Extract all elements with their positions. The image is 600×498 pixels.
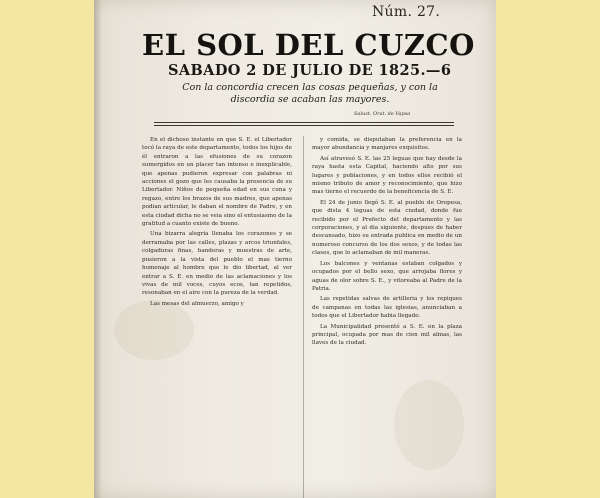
paragraph: Los balcones y ventanas estaban colgados y ocupados por el bello sexo, que arrojaba flores y aguas de olor sobre S. E., y vitoreaba al Padre de la Patria.: [312, 260, 462, 292]
header-rule: [154, 125, 454, 126]
motto-attribution: Salust. Orat. de Vapsa: [354, 111, 411, 117]
newspaper-title: EL SOL DEL CUZCO: [142, 28, 475, 62]
paragraph: y comida, se disputaban la preferencia en la mayor abundancia y manjares exquisitos.: [312, 137, 462, 152]
paragraph: Las repetidas salvas de artilleria y los repiques de campanas en todas las iglesias, anunciaban a todos que el Libertador habia llegado.: [312, 296, 462, 320]
scan-edge-shadow: [94, 0, 102, 498]
paragraph: Una bizarra alegria llenaba los corazones y se derramaba por las calles, plazas y arcos triunfales, colgaduras finas, banderas y muestras de arte, pusieron a la vista del pueblo el mas tierno homenaje al hombre que le dio libertad, al ver entrar a S. E. en medio de las aclamaciones y los vivas de mil voces, cuyos ecos, tan repetidos, resonaban en el aire con la pureza de la verdad.: [142, 231, 292, 297]
column-divider: [303, 136, 304, 498]
paragraph: El 24 de junio llegó S. E. al pueblo de Oropesa, que dista 4 leguas de esta ciudad, donde fue recibido por el Prefecto del departamento y las corporaciones, y al dia siguiente, despues de haber descansado, hizo su entrada publica en medio de un numeroso concurso de los dos sexos, y de todas las clases, que lo aclamaban de mil maneras.: [312, 199, 462, 257]
issue-date: SABADO 2 DE JULIO DE 1825.—6: [168, 62, 452, 79]
paragraph: En el dichoso instante en que S. E. el Libertador tocó la raya de este departamento, todos los hijos de él entraron a las efusiones de su corazon sumergidos en un placer tan intenso e inexplicable, que apenas pudieron expresar con palabras ni acciones el gozo que les causaba la presencia de su Libertador. Niños de pequeña edad en sus cuna y regazo, entre los brazos de sus madres, que apenas podian articular, le daban el nombre de Padre, y en esta ciudad dicha no se veia sino el entusiasmo de la gratitud a cuanto existe de bueno.: [142, 137, 292, 228]
newspaper-page: [94, 0, 496, 498]
issue-number: Núm. 27.: [372, 4, 441, 20]
paragraph: La Municipalidad presentó a S. E. en la plaza principal, ocupada por mas de cien mil almas, las llaves de la ciudad.: [312, 323, 462, 347]
paragraph: Así atravesó S. E. las 25 leguas que hay desde la raya hasta esta Capital, haciendo alto por sus lugares y poblaciones, y en todos ellos recibió el mismo tributo de amor y reconocimiento, que hizo mas tierno el recuerdo de la beneficencia de S. E.: [312, 155, 462, 196]
article-column-left: [142, 136, 292, 498]
motto: Con la concordia crecen las cosas pequeñas, y con la discordia se acaban las mayores.: [182, 82, 438, 105]
article-column-right: [312, 136, 462, 498]
header-rule: [154, 122, 454, 123]
paragraph: Las mesas del almuerzo, amigo y: [150, 300, 244, 307]
